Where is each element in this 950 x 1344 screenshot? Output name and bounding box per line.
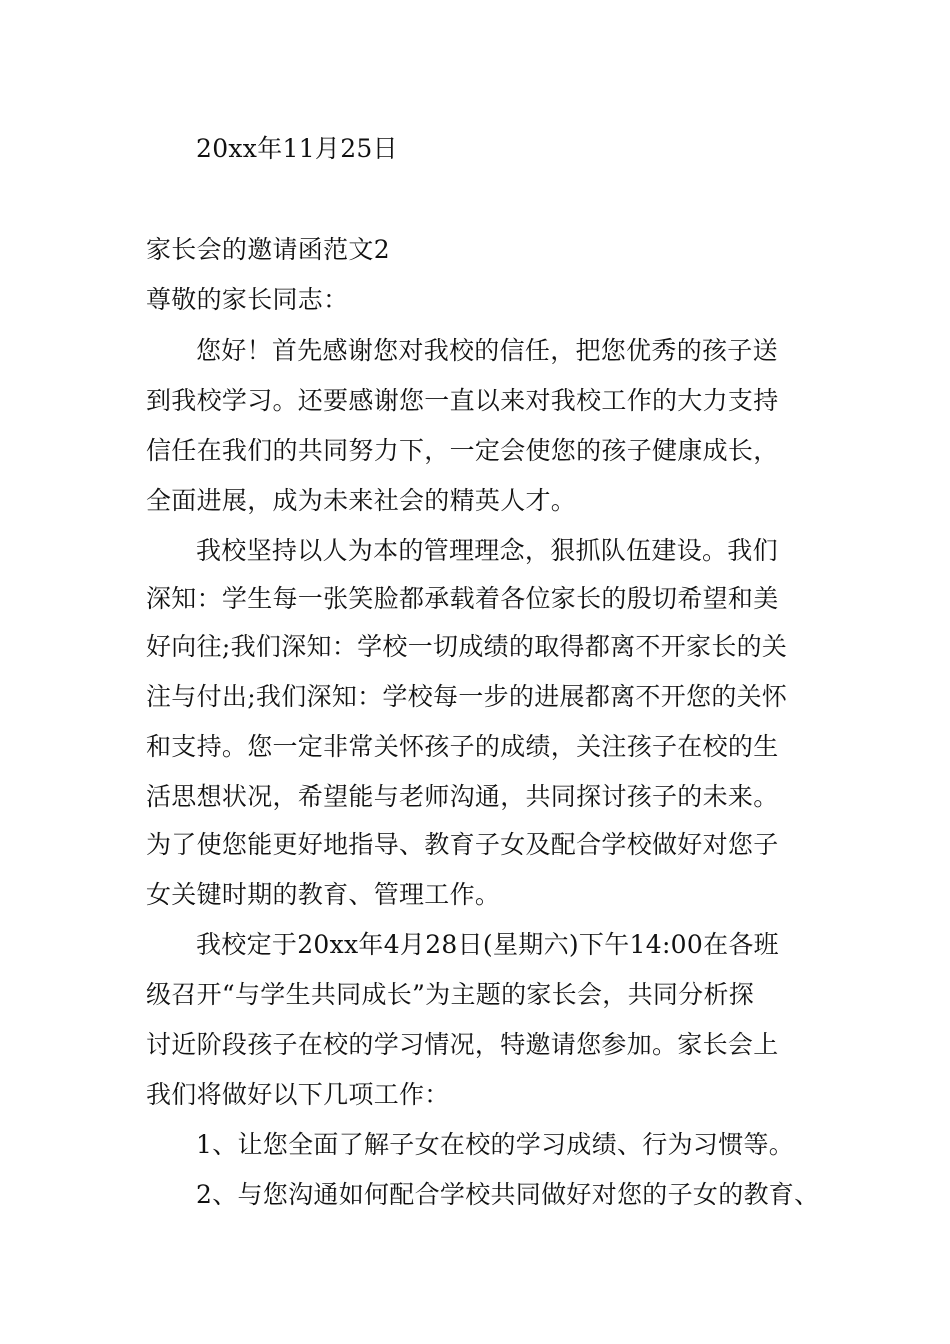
paragraph-line: 深知：学生每一张笑脸都承载着各位家长的殷切希望和美 xyxy=(146,584,779,613)
paragraph-line: 您好！首先感谢您对我校的信任，把您优秀的孩子送 xyxy=(196,336,778,365)
paragraph-line: 到我校学习。还要感谢您一直以来对我校工作的大力支持 xyxy=(146,386,779,415)
paragraph-line: 全面进展，成为未来社会的精英人才。 xyxy=(146,486,577,515)
document-title: 家长会的邀请函范文2 xyxy=(146,235,390,264)
paragraph-line: 我校定于20xx年4月28日(星期六)下午14:00在各班 xyxy=(196,930,779,959)
paragraph-line: 信任在我们的共同努力下，一定会使您的孩子健康成长， xyxy=(146,436,779,465)
paragraph-line: 和支持。您一定非常关怀孩子的成绩，关注孩子在校的生 xyxy=(146,732,779,761)
paragraph-line: 我校坚持以人为本的管理理念，狠抓队伍建设。我们 xyxy=(196,536,778,565)
paragraph-line: 活思想状况，希望能与老师沟通，共同探讨孩子的未来。 xyxy=(146,782,779,811)
salutation: 尊敬的家长同志： xyxy=(146,285,349,314)
paragraph-line: 级召开“与学生共同成长”为主题的家长会，共同分析探 xyxy=(146,980,755,1009)
list-item: 1、让您全面了解子女在校的学习成绩、行为习惯等。 xyxy=(196,1130,795,1159)
paragraph-line: 为了使您能更好地指导、教育子女及配合学校做好对您子 xyxy=(146,830,779,859)
paragraph-line: 讨近阶段孩子在校的学习情况，特邀请您参加。家长会上 xyxy=(146,1030,779,1059)
paragraph-line: 注与付出;我们深知：学校每一步的进展都离不开您的关怀 xyxy=(146,682,788,711)
paragraph-line: 女关键时期的教育、管理工作。 xyxy=(146,880,501,909)
paragraph-line: 好向往;我们深知：学校一切成绩的取得都离不开家长的关 xyxy=(146,632,788,661)
paragraph-line: 我们将做好以下几项工作： xyxy=(146,1080,450,1109)
letter-date: 20xx年11月25日 xyxy=(196,134,398,163)
list-item: 2、与您沟通如何配合学校共同做好对您的子女的教育、 xyxy=(196,1180,820,1209)
